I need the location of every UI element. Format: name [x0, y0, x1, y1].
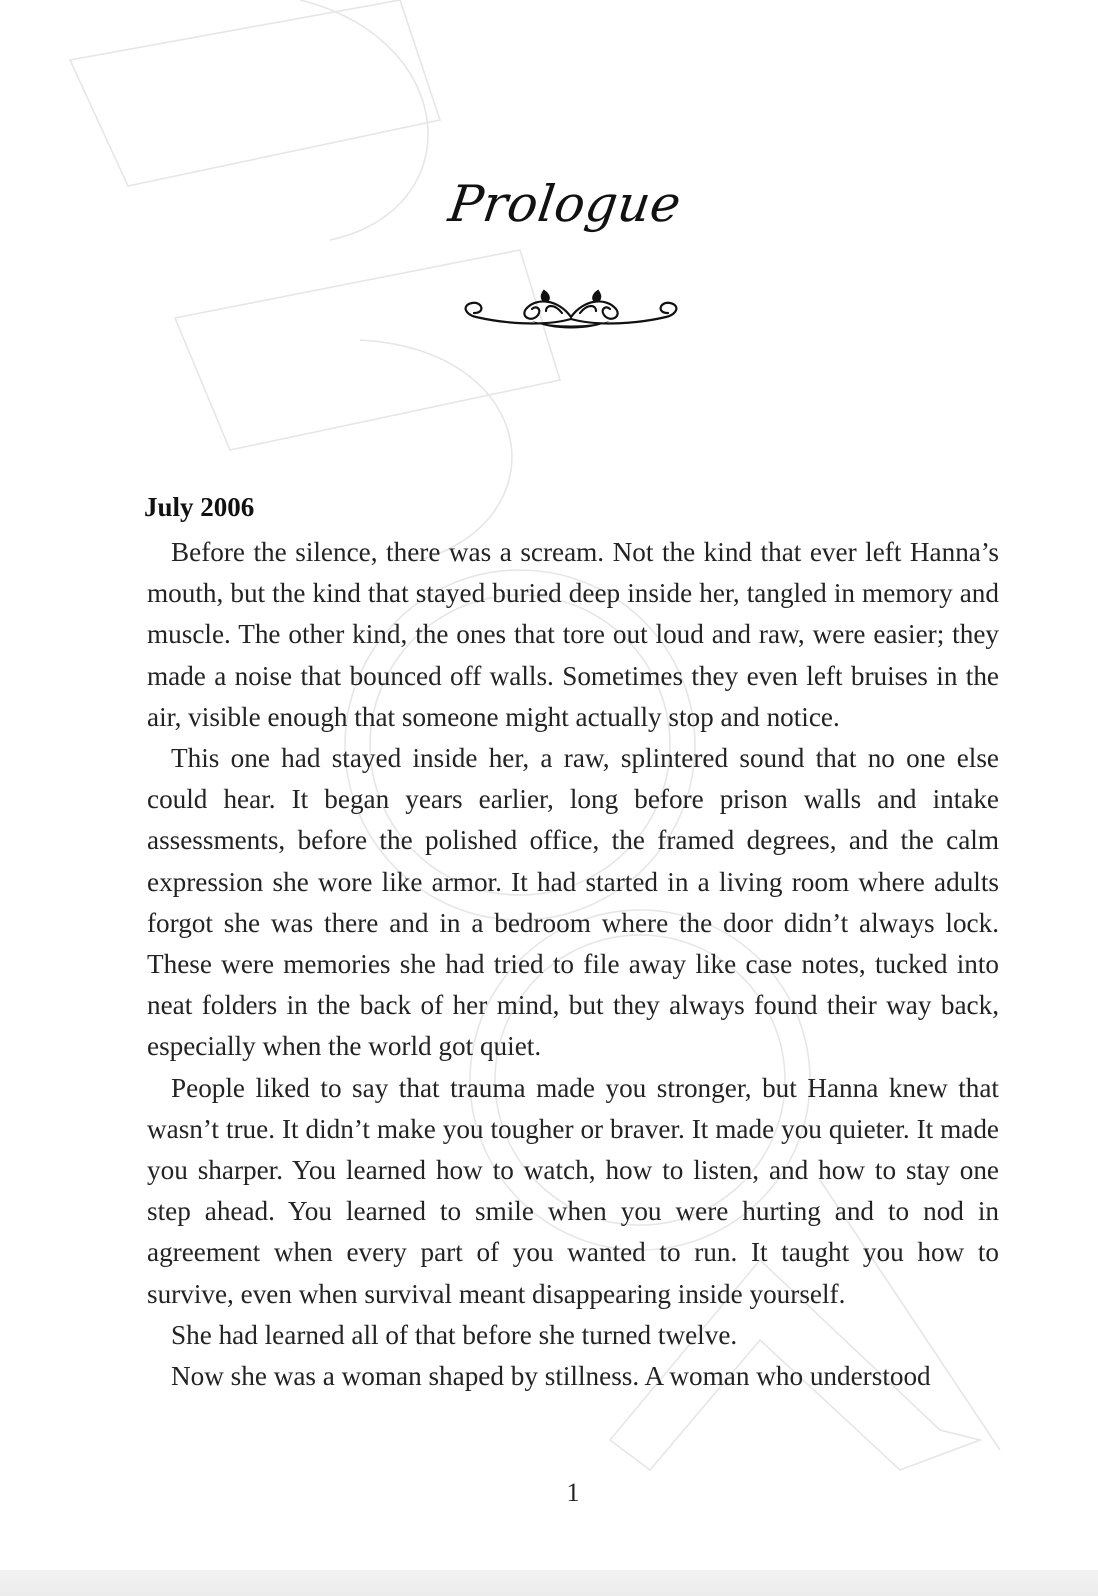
page-bottom-edge: [0, 1570, 1098, 1596]
body-text: [147, 532, 999, 1397]
chapter-title: Prologue: [445, 175, 685, 233]
paragraph: This one had stayed inside her, a raw, splintered sound that no one else could hear. It began years earlier, long before prison walls and intake assessments, before the polished office, the framed degrees, and the calm expression she wore like armor. It had started in a living room where adults forgot she was there and in a bedroom where the door didn’t always lock. These were memories she had tried to file away like case notes, tucked into neat folders in the back of her mind, but they always found their way back, especially when the world got quiet.: [147, 743, 999, 1062]
flourish-divider-icon: [462, 283, 680, 339]
section-date-heading: July 2006: [144, 492, 255, 522]
paragraph: People liked to say that trauma made you stronger, but Hanna knew that wasn’t true. It didn’t make you tougher or braver. It made you quieter. It made you sharper. You learned how to watch, how to listen, and how to stay one step ahead. You learned to smile when you were hurting and to nod in agreement when every part of you wanted to run. It taught you how to survive, even when survival meant disappearing inside yourself.: [147, 1072, 999, 1309]
page-number: 1: [566, 1478, 580, 1507]
paragraph: She had learned all of that before she turned twelve.: [171, 1319, 738, 1350]
paragraph: Now she was a woman shaped by stillness. A woman who understood: [171, 1361, 931, 1392]
paragraph: Before the silence, there was a scream. Not the kind that ever left Hanna’s mouth, but the kind that stayed buried deep inside her, tangled in memory and muscle. The other kind, the ones that tore out loud and raw, were easier; they made a noise that bounced off walls. Sometimes they even left bruises in the air, visible enough that someone might actually stop and notice.: [147, 537, 999, 732]
